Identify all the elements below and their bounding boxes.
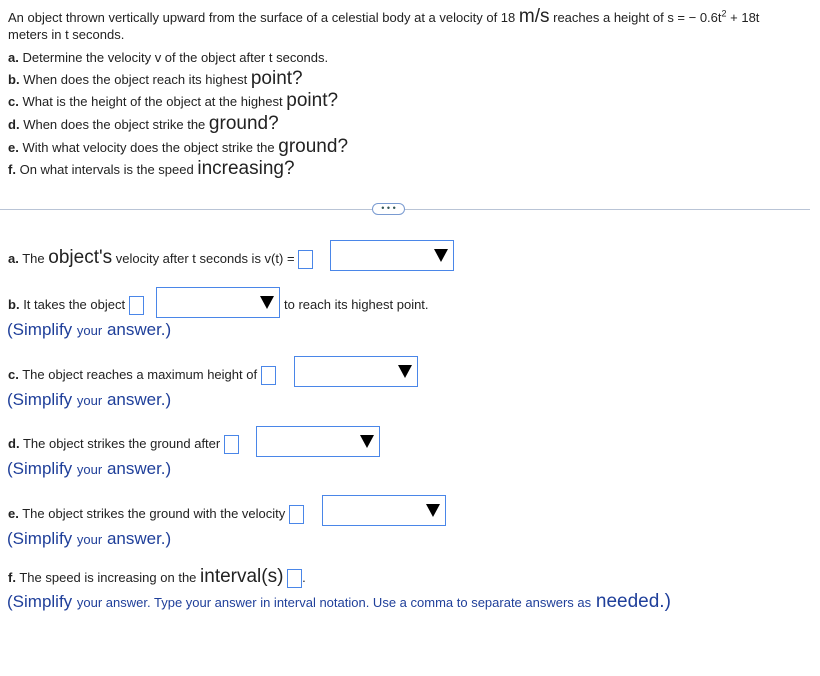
hint-f-instructions: your answer. Type your answer in interval notation. Use a comma to separate answers as bbox=[76, 595, 592, 610]
answer-e-input[interactable] bbox=[289, 505, 304, 524]
question-d-label: d. bbox=[8, 117, 20, 132]
answer-b-hint bbox=[7, 320, 171, 340]
answer-a-input[interactable] bbox=[298, 250, 313, 269]
answer-c-hint bbox=[7, 390, 171, 410]
question-a bbox=[8, 50, 328, 65]
hint-your: your bbox=[76, 532, 103, 547]
unit-ms: m/s bbox=[518, 6, 550, 27]
answer-b-pre: It takes the object bbox=[23, 296, 126, 312]
question-b-big: point? bbox=[250, 68, 303, 89]
question-e-label: e. bbox=[8, 140, 19, 155]
answer-b-input[interactable] bbox=[129, 296, 144, 315]
problem-text: An object thrown vertically upward from the surface of a celestial body at a velocity of 18 bbox=[8, 10, 516, 25]
answer-c-row bbox=[8, 366, 276, 385]
section-divider bbox=[0, 209, 810, 210]
question-c-label: c. bbox=[8, 94, 19, 109]
question-e bbox=[8, 136, 348, 158]
answer-a-row bbox=[8, 247, 313, 269]
answer-f-end: . bbox=[302, 570, 306, 585]
hint-simplify: (Simplify bbox=[7, 390, 73, 409]
problem-equation-tail: + 18t bbox=[726, 10, 760, 25]
answer-a-pre: The bbox=[22, 251, 45, 266]
question-c-text: What is the height of the object at the highest bbox=[22, 94, 283, 109]
question-a-label: a. bbox=[8, 50, 19, 65]
chevron-down-icon bbox=[398, 365, 412, 378]
answer-d-label: d. bbox=[8, 435, 20, 451]
question-f-big: increasing? bbox=[197, 158, 295, 179]
answer-c-input[interactable] bbox=[261, 366, 276, 385]
problem-line-2: meters in t seconds. bbox=[8, 27, 125, 42]
question-e-text: With what velocity does the object strike the bbox=[22, 140, 275, 155]
answer-c-label: c. bbox=[8, 366, 19, 382]
answer-f-row bbox=[8, 566, 306, 588]
question-c-big: point? bbox=[286, 90, 339, 111]
question-d bbox=[8, 113, 279, 135]
chevron-down-icon bbox=[434, 249, 448, 262]
answer-e-unit-dropdown[interactable] bbox=[322, 495, 446, 526]
hint-simplify: (Simplify bbox=[7, 529, 73, 548]
exponent: 2 bbox=[721, 8, 727, 19]
chevron-down-icon bbox=[426, 504, 440, 517]
answer-f-label: f. bbox=[8, 570, 16, 585]
answer-a-label: a. bbox=[8, 251, 19, 266]
chevron-down-icon bbox=[260, 296, 274, 309]
question-a-text: Determine the velocity v of the object after t seconds. bbox=[22, 50, 329, 65]
answer-d-input[interactable] bbox=[224, 435, 239, 454]
question-d-text: When does the object strike the bbox=[23, 117, 206, 132]
answer-f-hint bbox=[7, 591, 671, 613]
hint-needed: needed.) bbox=[595, 591, 671, 612]
answer-e-pre: The object strikes the ground with the velocity bbox=[22, 505, 286, 521]
hint-your: your bbox=[76, 393, 103, 408]
hint-simplify: (Simplify bbox=[7, 459, 73, 478]
hint-your: your bbox=[76, 323, 103, 338]
answer-d-pre: The object strikes the ground after bbox=[22, 435, 221, 451]
question-f-label: f. bbox=[8, 162, 16, 177]
answer-b-post: to reach its highest point. bbox=[284, 297, 429, 312]
question-f bbox=[8, 158, 295, 180]
answer-b-unit-dropdown[interactable] bbox=[156, 287, 280, 318]
question-e-big: ground? bbox=[278, 136, 349, 157]
answer-d-row bbox=[8, 435, 239, 454]
answer-a-big: object's bbox=[48, 247, 113, 268]
more-button[interactable]: • • • bbox=[372, 203, 405, 215]
hint-your: your bbox=[76, 462, 103, 477]
answer-f-pre: The speed is increasing on the bbox=[19, 570, 197, 585]
chevron-down-icon bbox=[360, 435, 374, 448]
answer-a-post: velocity after t seconds is v(t) = bbox=[115, 251, 295, 266]
answer-d-unit-dropdown[interactable] bbox=[256, 426, 380, 457]
hint-answer: answer.) bbox=[106, 320, 172, 339]
hint-simplify: (Simplify bbox=[7, 592, 73, 611]
question-b-label: b. bbox=[8, 72, 20, 87]
answer-c-pre: The object reaches a maximum height of bbox=[22, 366, 258, 382]
answer-b-label: b. bbox=[8, 296, 20, 312]
question-f-text: On what intervals is the speed bbox=[19, 162, 194, 177]
hint-answer: answer.) bbox=[106, 459, 172, 478]
problem-equation: reaches a height of s = − 0.6t bbox=[553, 10, 722, 25]
answer-a-unit-dropdown[interactable] bbox=[330, 240, 454, 271]
question-b bbox=[8, 68, 303, 90]
hint-answer: answer.) bbox=[106, 390, 172, 409]
answer-c-unit-dropdown[interactable] bbox=[294, 356, 418, 387]
question-c bbox=[8, 90, 338, 112]
answer-f-input[interactable] bbox=[287, 569, 302, 588]
answer-b-row bbox=[8, 296, 144, 315]
answer-f-big: interval(s) bbox=[200, 566, 284, 587]
answer-e-hint bbox=[7, 529, 171, 549]
hint-answer: answer.) bbox=[106, 529, 172, 548]
question-d-big: ground? bbox=[208, 113, 279, 134]
problem-line-1 bbox=[8, 6, 759, 28]
hint-simplify: (Simplify bbox=[7, 320, 73, 339]
answer-e-label: e. bbox=[8, 505, 19, 521]
question-b-text: When does the object reach its highest bbox=[23, 72, 248, 87]
answer-e-row bbox=[8, 505, 304, 524]
answer-d-hint bbox=[7, 459, 171, 479]
